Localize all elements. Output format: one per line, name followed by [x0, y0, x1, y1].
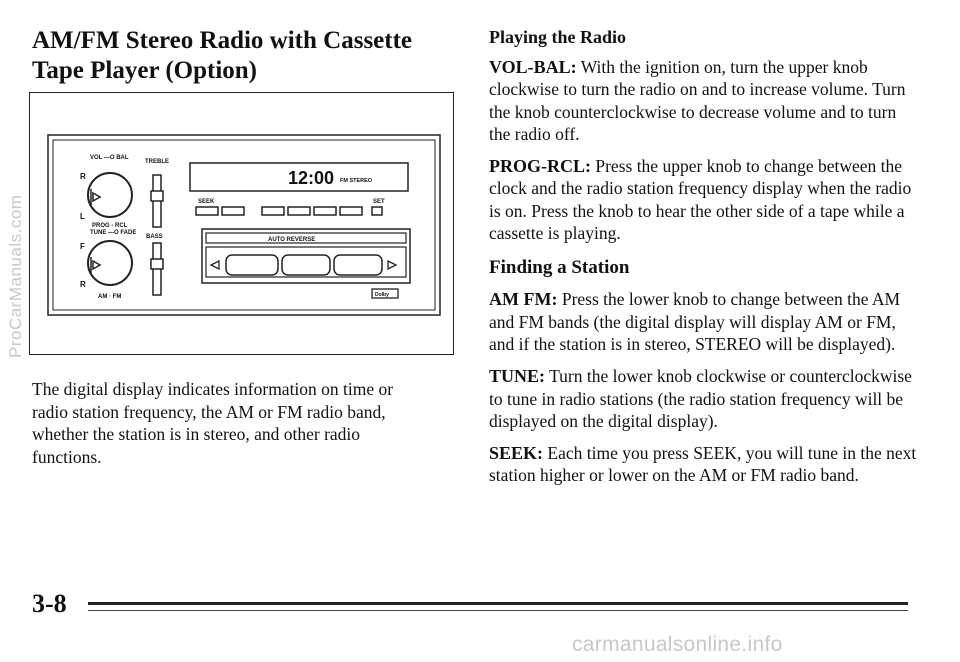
heading-playing-the-radio: Playing the Radio — [489, 27, 627, 47]
set-button[interactable] — [372, 207, 382, 215]
tune-text: Turn the lower knob clockwise or counterclockwise to tune in radio stations (the radio station frequency will be displayed on the digital display). — [489, 366, 912, 431]
prog-rcl-term: PROG-RCL: — [489, 156, 591, 177]
vol-bal-text: With the ignition on, turn the upper knob clockwise to turn the radio on and to increase volume. Turn the knob counterclockwise to decrease volume and to turn the radio off. — [489, 57, 906, 144]
page-number: 3-8 — [32, 589, 67, 618]
radio-faceplate-drawing — [30, 93, 455, 356]
cassette-window-left — [226, 255, 278, 275]
seek-text: Each time you press SEEK, you will tune in the next station higher or lower on the AM or FM radio band. — [489, 443, 917, 486]
vol-bal-label: VOL —O BAL — [90, 155, 129, 161]
seek-up-button[interactable] — [222, 207, 244, 215]
auto-reverse-label: AUTO REVERSE — [268, 237, 316, 243]
fm-stereo-indicator: FM STEREO — [340, 178, 373, 184]
preset-button-3[interactable] — [314, 207, 336, 215]
radio-illustration — [29, 92, 454, 355]
cassette-window-mid — [282, 255, 330, 275]
tune-paragraph — [489, 365, 919, 432]
f-label: F — [80, 242, 85, 251]
heading-finding-a-station: Finding a Station — [489, 257, 630, 279]
page-title: AM/FM Stereo Radio with Cassette Tape Player (Option) — [32, 27, 413, 84]
right-column — [489, 26, 919, 497]
am-fm-text: Press the lower knob to change between the AM and FM bands (the digital display will display AM or FM, and if the station is in stereo, STEREO will be displayed). — [489, 289, 901, 354]
seek-label: SEEK — [198, 199, 215, 205]
tune-fade-label: TUNE —O FADE — [90, 230, 137, 236]
dolby-label: Dolby — [375, 292, 389, 298]
cassette-window-right — [334, 255, 382, 275]
prog-rcl-paragraph — [489, 155, 919, 244]
preset-button-1[interactable] — [262, 207, 284, 215]
bass-label: BASS — [146, 234, 163, 240]
vol-bal-term: VOL-BAL: — [489, 57, 577, 77]
seek-term: SEEK: — [489, 443, 544, 464]
prog-rcl-text: Press the upper knob to change between the clock and the radio station frequency display when the radio is on. Press the knob to hear the other side of a tape while a cassette is playing. — [489, 156, 912, 244]
r-top-label: R — [80, 172, 86, 181]
am-fm-label: AM · FM — [98, 294, 122, 300]
tune-term: TUNE: — [489, 366, 546, 387]
l-label: L — [80, 212, 85, 221]
bottom-watermark: carmanualsonline.info — [572, 633, 783, 656]
footer-rule-thin — [88, 610, 908, 611]
seek-paragraph — [489, 442, 919, 487]
am-fm-paragraph — [489, 288, 919, 355]
am-fm-term: AM FM: — [489, 289, 558, 310]
prog-rcl-label: PROG - RCL — [92, 223, 128, 229]
preset-button-4[interactable] — [340, 207, 362, 215]
lower-knob-tune-fade[interactable] — [88, 241, 132, 285]
upper-knob-vol-bal[interactable] — [88, 173, 132, 217]
set-label: SET — [373, 199, 385, 205]
seek-down-button[interactable] — [196, 207, 218, 215]
treble-label: TREBLE — [145, 159, 169, 165]
clock-readout: 12:00 — [288, 168, 335, 188]
side-watermark: ProCarManuals.com — [6, 194, 25, 358]
display-description: The digital display indicates information on time or radio station frequency, the AM or FM radio band, whether the station is in stereo, and other radio functions. — [32, 379, 394, 467]
vol-bal-paragraph — [489, 56, 919, 145]
footer-rule-thick — [88, 602, 908, 605]
r-bottom-label: R — [80, 280, 86, 289]
preset-button-2[interactable] — [288, 207, 310, 215]
